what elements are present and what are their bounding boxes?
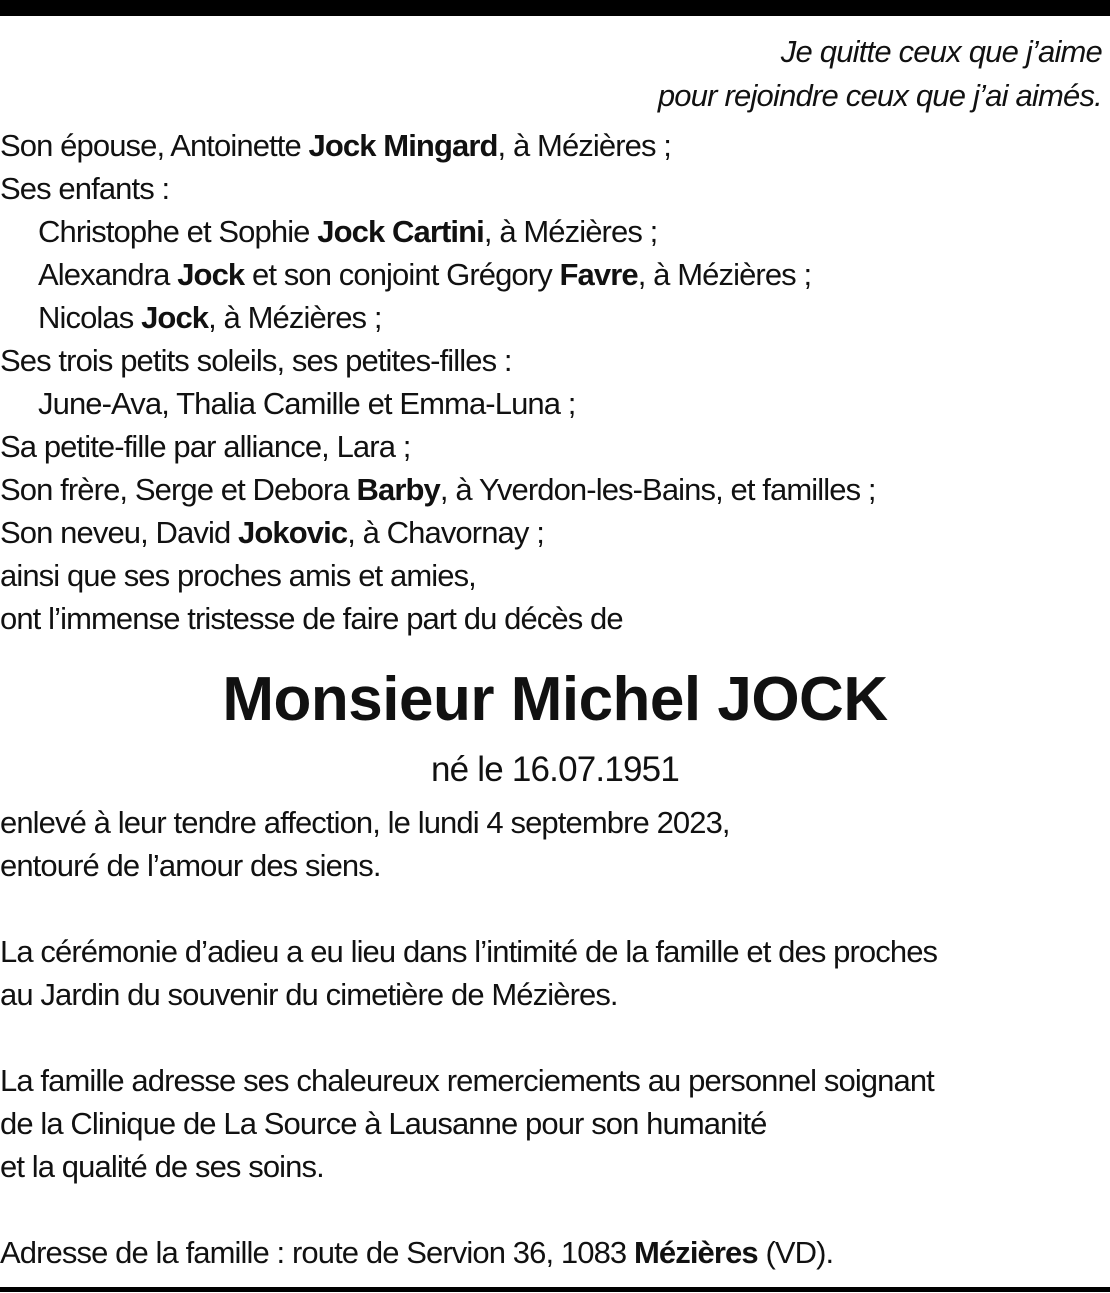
- passing-paragraph: [0, 801, 730, 887]
- child-name: Jock: [141, 300, 209, 335]
- spouse-name: Jock Mingard: [308, 128, 498, 163]
- passing-line-2: entouré de l’amour des siens.: [0, 848, 381, 883]
- child-line-3: Nicolas Jock, à Mézières ;: [38, 300, 382, 335]
- bottom-rule: [0, 1287, 1110, 1292]
- epigraph-line-1: Je quitte ceux que j’aime: [780, 34, 1102, 69]
- top-rule: [0, 0, 1110, 16]
- child-line-2: Alexandra Jock et son conjoint Grégory Favre, à Mézières ;: [38, 257, 812, 292]
- friends-line: ainsi que ses proches amis et amies,: [0, 558, 476, 593]
- epigraph-line-2: pour rejoindre ceux que j’ai aimés.: [657, 78, 1102, 113]
- epigraph: [658, 30, 1102, 118]
- children-heading: Ses enfants :: [0, 171, 170, 206]
- passing-line-1: enlevé à leur tendre affection, le lundi 4 septembre 2023,: [0, 805, 730, 840]
- address-town: Mézières: [633, 1235, 758, 1270]
- grandchildren-line: June-Ava, Thalia Camille et Emma-Luna ;: [38, 386, 576, 421]
- ceremony-line-1: La cérémonie d’adieu a eu lieu dans l’intimité de la famille et des proches: [0, 934, 938, 969]
- spouse-line: Son épouse, Antoinette Jock Mingard, à Mézières ;: [0, 128, 672, 163]
- thanks-line-3: et la qualité de ses soins.: [0, 1149, 324, 1184]
- partner-name: Favre: [559, 257, 638, 292]
- ceremony-line-2: au Jardin du souvenir du cimetière de Mézières.: [0, 977, 618, 1012]
- step-granddaughter-line: Sa petite-fille par alliance, Lara ;: [0, 429, 411, 464]
- announcement-line: ont l’immense tristesse de faire part du décès de: [0, 601, 623, 636]
- deceased-name: Monsieur Michel JOCK: [222, 665, 888, 734]
- child-line-1: Christophe et Sophie Jock Cartini, à Mézières ;: [38, 214, 658, 249]
- family-list: [0, 124, 876, 640]
- brother-name: Barby: [356, 472, 440, 507]
- address-line: Adresse de la famille : route de Servion 36, 1083 Mézières (VD).: [0, 1235, 834, 1270]
- thanks-paragraph: [0, 1059, 934, 1188]
- thanks-line-1: La famille adresse ses chaleureux remerciements au personnel soignant: [0, 1063, 934, 1098]
- grandchildren-heading: Ses trois petits soleils, ses petites-filles :: [0, 343, 512, 378]
- ceremony-paragraph: [0, 930, 937, 1016]
- nephew-line: Son neveu, David Jokovic, à Chavornay ;: [0, 515, 544, 550]
- thanks-line-2: de la Clinique de La Source à Lausanne pour son humanité: [0, 1106, 767, 1141]
- brother-line: Son frère, Serge et Debora Barby, à Yverdon-les-Bains, et familles ;: [0, 472, 876, 507]
- birth-date: né le 16.07.1951: [431, 750, 679, 789]
- nephew-name: Jokovic: [238, 515, 348, 550]
- child-name: Jock: [177, 257, 245, 292]
- child-name: Jock Cartini: [317, 214, 484, 249]
